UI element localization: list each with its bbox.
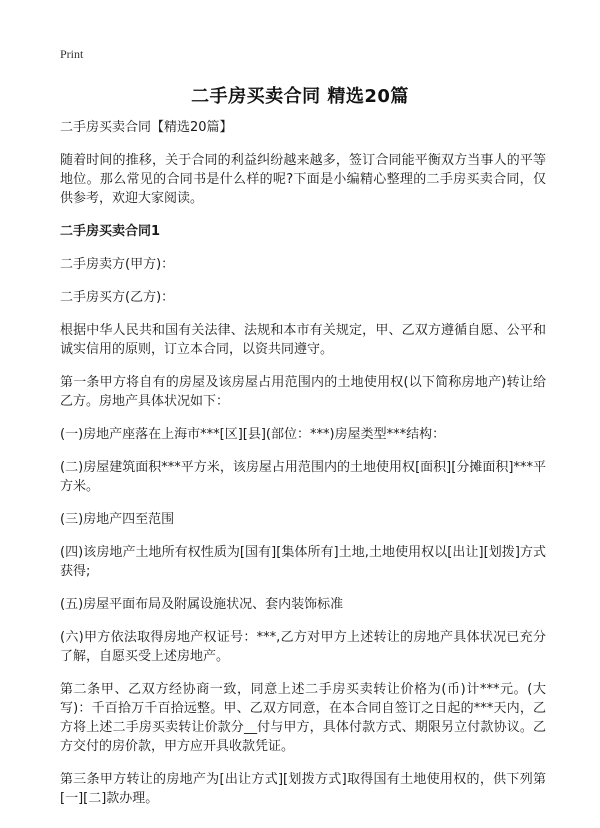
item-5-paragraph: (五)房屋平面布局及附属设施状况、套内装饰标准: [60, 597, 344, 612]
print-label: Print: [60, 47, 84, 61]
article-2-paragraph: 第二条甲、乙双方经协商一致，同意上述二手房买卖转让价格为(币)计***元。(大写)：千百拾万千百拾远整。甲、乙双方同意，在本合同自签订之日起的***天内，乙方将上述二手房买卖转让价款分__付与甲方，具体付款方式、期限另立付款协议。乙方交付的房价款，甲方应开具收款凭证。: [60, 682, 546, 754]
article-3-paragraph: 第三条甲方转让的房地产为[出让方式][划拨方式]取得国有土地使用权的，供下列第[一][二]款办理。: [60, 772, 546, 806]
intro-paragraph: 随着时间的推移，关于合同的利益纠纷越来越多，签订合同能平衡双方当事人的平等地位。那么常见的合同书是什么样的呢?下面是小编精心整理的二手房买卖合同，仅供参考，欢迎大家阅读。: [60, 153, 546, 206]
buyer-line: 二手房买方(乙方)：: [60, 290, 175, 305]
item-2-paragraph: (二)房屋建筑面积***平方米，该房屋占用范围内的土地使用权[面积][分摊面积]***平方米。: [60, 460, 546, 494]
item-3-paragraph: (三)房地产四至范围: [60, 512, 175, 527]
page-title: 二手房买卖合同 精选20篇: [191, 86, 409, 107]
item-4-paragraph: (四)该房地产土地所有权性质为[国有][集体所有]土地,土地使用权以[出让][划拨]方式获得;: [60, 545, 546, 579]
document-subtitle: 二手房买卖合同【精选20篇】: [60, 120, 233, 135]
seller-line: 二手房卖方(甲方)：: [60, 257, 175, 272]
article-1-paragraph: 第一条甲方将自有的房屋及该房屋占用范围内的土地使用权(以下简称房地产)转让给乙方。房地产具体状况如下：: [60, 375, 546, 409]
document-body: [60, 118, 546, 822]
basis-paragraph: 根据中华人民共和国有关法律、法规和本市有关规定，甲、乙双方遵循自愿、公平和诚实信用的原则，订立本合同，以资共同遵守。: [60, 323, 546, 357]
section-heading: 二手房买卖合同1: [60, 224, 161, 239]
item-6-paragraph: (六)甲方依法取得房地产权证号：***,乙方对甲方上述转让的房地产具体状况已充分了解，自愿买受上述房地产。: [60, 630, 546, 664]
item-1-paragraph: (一)房地产座落在上海市***[区][县](部位：***)房屋类型***结构：: [60, 427, 446, 442]
